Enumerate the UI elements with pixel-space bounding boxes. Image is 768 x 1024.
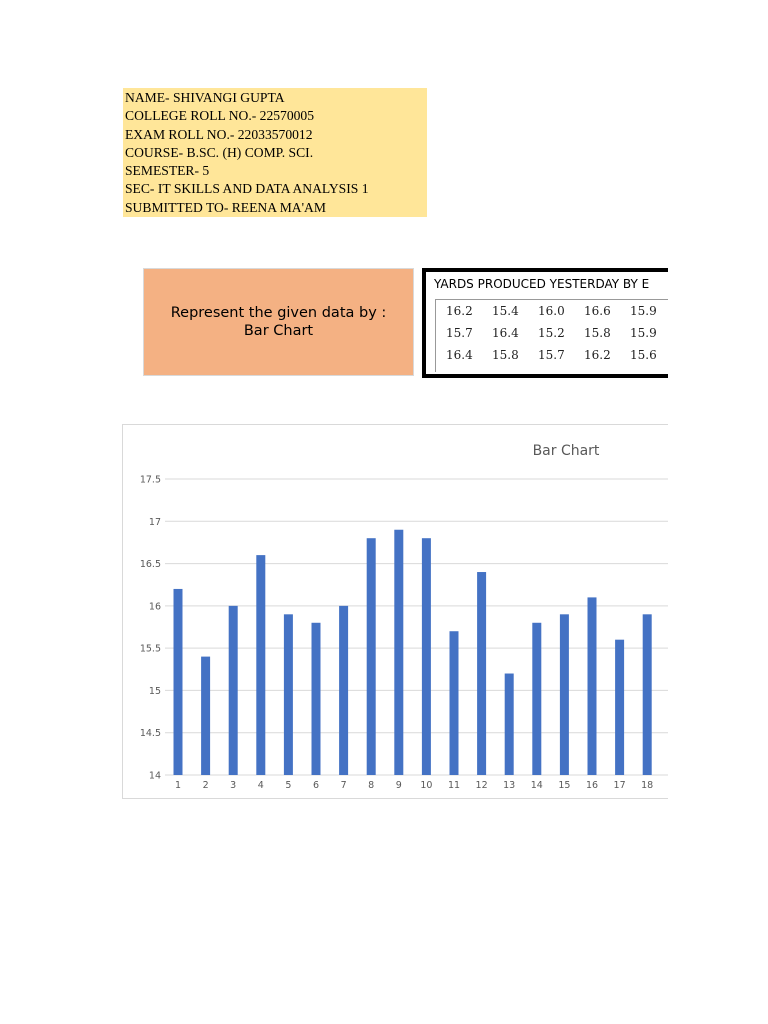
bar — [312, 623, 321, 775]
x-tick-label: 7 — [340, 780, 347, 791]
bar-chart-area[interactable] — [122, 424, 668, 799]
x-tick-label: 17 — [613, 780, 626, 791]
college-roll-no: COLLEGE ROLL NO.- 22570005 — [125, 108, 315, 124]
x-tick-label: 12 — [475, 780, 488, 791]
table-row — [436, 300, 668, 322]
bar — [560, 614, 569, 775]
y-tick-label: 15 — [148, 685, 161, 697]
x-tick-label: 3 — [230, 780, 237, 791]
student-name: NAME- SHIVANGI GUPTA — [125, 90, 285, 105]
x-tick-label: 11 — [447, 780, 461, 791]
student-info-block — [123, 88, 427, 217]
bar — [394, 530, 403, 775]
x-tick-label: 5 — [285, 780, 292, 791]
table-cell: 15.4 — [492, 304, 519, 318]
x-tick-label: 8 — [368, 780, 375, 791]
bar — [643, 614, 652, 775]
x-tick-label: 1 — [174, 780, 182, 791]
table-cell: 15.9 — [630, 304, 657, 318]
x-tick-label: 14 — [530, 780, 543, 791]
bar — [588, 597, 597, 775]
section: SEC- IT SKILLS AND DATA ANALYSIS 1 — [125, 181, 369, 197]
course: COURSE- B.SC. (H) COMP. SCI. — [125, 144, 314, 160]
bar — [284, 614, 293, 775]
x-tick-label: 16 — [585, 780, 599, 791]
bar — [450, 631, 459, 775]
instruction-box — [143, 268, 414, 376]
x-tick-label: 10 — [420, 780, 433, 791]
bar — [532, 623, 541, 775]
y-tick-label: 14.5 — [139, 728, 161, 740]
table-row — [436, 322, 668, 344]
table-cell: 15.9 — [630, 326, 657, 340]
table-cell: 16.6 — [584, 304, 611, 318]
exam-roll-no: EXAM ROLL NO.- 22033570012 — [125, 126, 313, 142]
x-tick-label: 2 — [202, 780, 209, 791]
bar — [339, 606, 348, 775]
data-table-body — [435, 299, 668, 372]
instruction-text: Represent the given data by : — [170, 305, 387, 321]
y-tick-label: 15.5 — [139, 643, 161, 655]
table-cell: 15.8 — [492, 348, 519, 362]
bar — [477, 572, 486, 775]
table-cell: 15.7 — [446, 326, 473, 340]
x-tick-label: 4 — [257, 780, 264, 791]
bar — [174, 589, 183, 775]
y-tick-label: 14 — [148, 770, 161, 782]
table-cell: 15.6 — [630, 348, 657, 362]
bar — [615, 640, 624, 775]
table-cell: 16.0 — [538, 304, 565, 318]
x-tick-label: 6 — [312, 780, 320, 791]
y-tick-label: 16.5 — [139, 559, 161, 571]
bar — [201, 657, 210, 775]
bar — [229, 606, 238, 775]
data-table-frame — [422, 268, 668, 378]
data-table-title: YARDS PRODUCED YESTERDAY BY E — [434, 277, 650, 291]
y-axis-tick-labels — [140, 475, 161, 782]
chart-bars — [174, 530, 652, 775]
x-tick-label: 15 — [558, 780, 571, 791]
table-cell: 15.7 — [538, 348, 565, 362]
x-tick-label: 9 — [395, 780, 402, 791]
data-table-image — [422, 268, 668, 378]
instruction-chart-type: Bar Chart — [243, 323, 314, 339]
table-cell: 16.2 — [584, 348, 611, 362]
y-tick-label: 16 — [148, 601, 161, 613]
x-tick-label: 18 — [641, 780, 654, 791]
x-axis-tick-labels — [175, 780, 653, 791]
y-tick-label: 17 — [148, 516, 161, 528]
semester: SEMESTER- 5 — [125, 163, 210, 179]
table-cell: 15.2 — [538, 326, 565, 340]
submitted-to: SUBMITTED TO- REENA MA'AM — [125, 199, 326, 215]
bar-chart-svg — [123, 425, 668, 799]
table-cell: 16.4 — [446, 348, 473, 362]
chart-title: Bar Chart — [532, 443, 600, 459]
bar — [256, 555, 265, 775]
bar — [505, 674, 514, 775]
table-cell: 16.4 — [492, 326, 519, 340]
bar — [422, 538, 431, 775]
table-row — [436, 344, 668, 366]
x-tick-label: 13 — [503, 780, 516, 791]
table-cell: 15.8 — [584, 326, 611, 340]
bar — [367, 538, 376, 775]
table-cell: 16.2 — [446, 304, 473, 318]
y-tick-label: 17.5 — [139, 474, 161, 486]
